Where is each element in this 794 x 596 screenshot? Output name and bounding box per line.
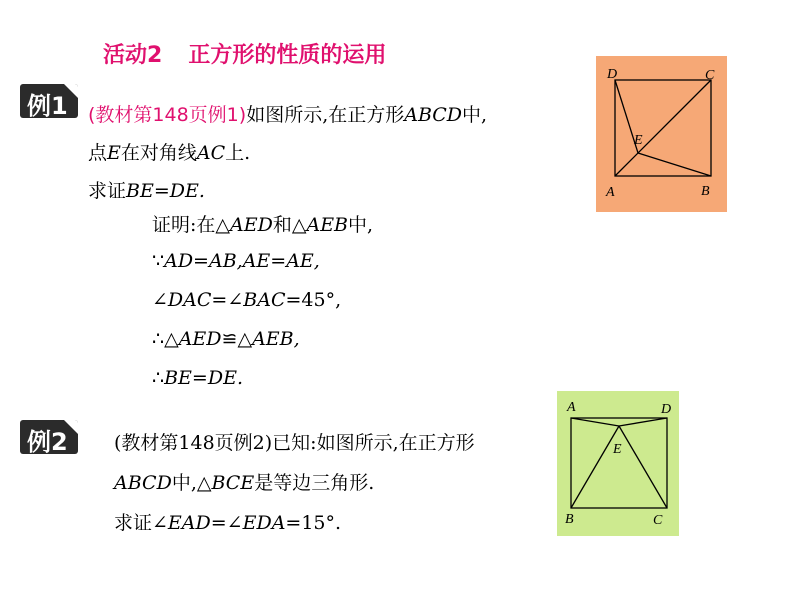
text: EDA (242, 512, 286, 534)
text: AEB (306, 214, 349, 236)
square-equilateral-diagram (557, 391, 679, 536)
text: AED (178, 328, 222, 350)
square-diagonal-diagram (596, 56, 727, 212)
example1-badge-label: 例1 (27, 92, 68, 118)
label-d: D (661, 402, 672, 417)
text: 求证 (88, 180, 127, 202)
activity-heading: 正方形的性质的运用 (188, 43, 387, 68)
text: =∠ (211, 289, 244, 311)
text: (教材第148页例2)已知:如图所示,在正方形 (114, 432, 475, 454)
text: ∵ (152, 250, 165, 272)
text: E (107, 142, 121, 164)
example2-badge-label: 例2 (27, 428, 68, 454)
segment-be (638, 153, 711, 176)
activity-label: 活动2 (103, 43, 163, 68)
text: ≌△ (221, 328, 253, 350)
proof-line2 (152, 250, 320, 272)
segment-be (571, 426, 619, 508)
example2-question-line1 (114, 428, 475, 455)
text: DAC (167, 289, 212, 311)
label-b: B (565, 512, 574, 527)
example1-question-line2 (88, 138, 250, 165)
text: BE=DE. (164, 367, 243, 389)
example1-badge (20, 84, 78, 118)
proof-line3 (152, 289, 341, 311)
text: 求证∠ (114, 512, 168, 534)
example2-badge (20, 420, 78, 454)
label-a: A (606, 185, 615, 200)
text: BAC (243, 289, 286, 311)
text: 证明:在△ (152, 214, 231, 236)
text: AD=AB,AE=AE, (164, 250, 320, 272)
text: 中, (348, 214, 374, 236)
text: AEB, (252, 328, 300, 350)
text: 中,△ (171, 472, 212, 494)
text: ABCD (114, 472, 172, 494)
example2-prove (114, 508, 341, 535)
text: AC (196, 142, 226, 164)
badge-corner (64, 84, 78, 98)
proof-line1 (152, 210, 373, 237)
text: 上. (225, 142, 251, 164)
text: BE=DE. (126, 180, 205, 202)
text: EAD (167, 512, 211, 534)
example2-figure (557, 391, 679, 536)
segment-ce (619, 426, 667, 508)
example2-question-line2 (114, 468, 374, 495)
square-abcd (571, 418, 667, 508)
diagonal-ac (615, 80, 711, 176)
label-e: E (613, 442, 622, 457)
segment-de (619, 418, 667, 426)
proof-line4 (152, 328, 300, 350)
label-c: C (653, 513, 663, 528)
label-e: E (634, 133, 643, 148)
text: 中, (462, 104, 488, 126)
label-b: B (701, 184, 710, 199)
text: ∴△ (152, 328, 179, 350)
text: BCE (211, 472, 255, 494)
text: ∴ (152, 367, 165, 389)
text: ∠ (152, 289, 168, 311)
text: ABCD (404, 104, 463, 126)
activity-title (103, 38, 386, 69)
proof-line5 (152, 367, 243, 389)
text: =∠ (210, 512, 243, 534)
text: =15°. (285, 512, 342, 534)
text: 是等边三角形. (254, 472, 375, 494)
text: AED (230, 214, 273, 236)
label-c: C (705, 68, 715, 83)
segment-ae (571, 418, 619, 426)
example1-question-line1 (88, 100, 487, 127)
text: 点 (88, 142, 108, 164)
example1-figure (596, 56, 727, 212)
example1-source: (教材第148页例1) (88, 104, 247, 126)
text: 在对角线 (120, 142, 197, 164)
text: 如图所示,在正方形 (246, 104, 405, 126)
label-a: A (567, 400, 576, 415)
example1-prove (88, 176, 205, 203)
text: =45°, (285, 289, 342, 311)
text: 和△ (272, 214, 307, 236)
badge-corner (64, 420, 78, 434)
label-d: D (607, 67, 618, 82)
